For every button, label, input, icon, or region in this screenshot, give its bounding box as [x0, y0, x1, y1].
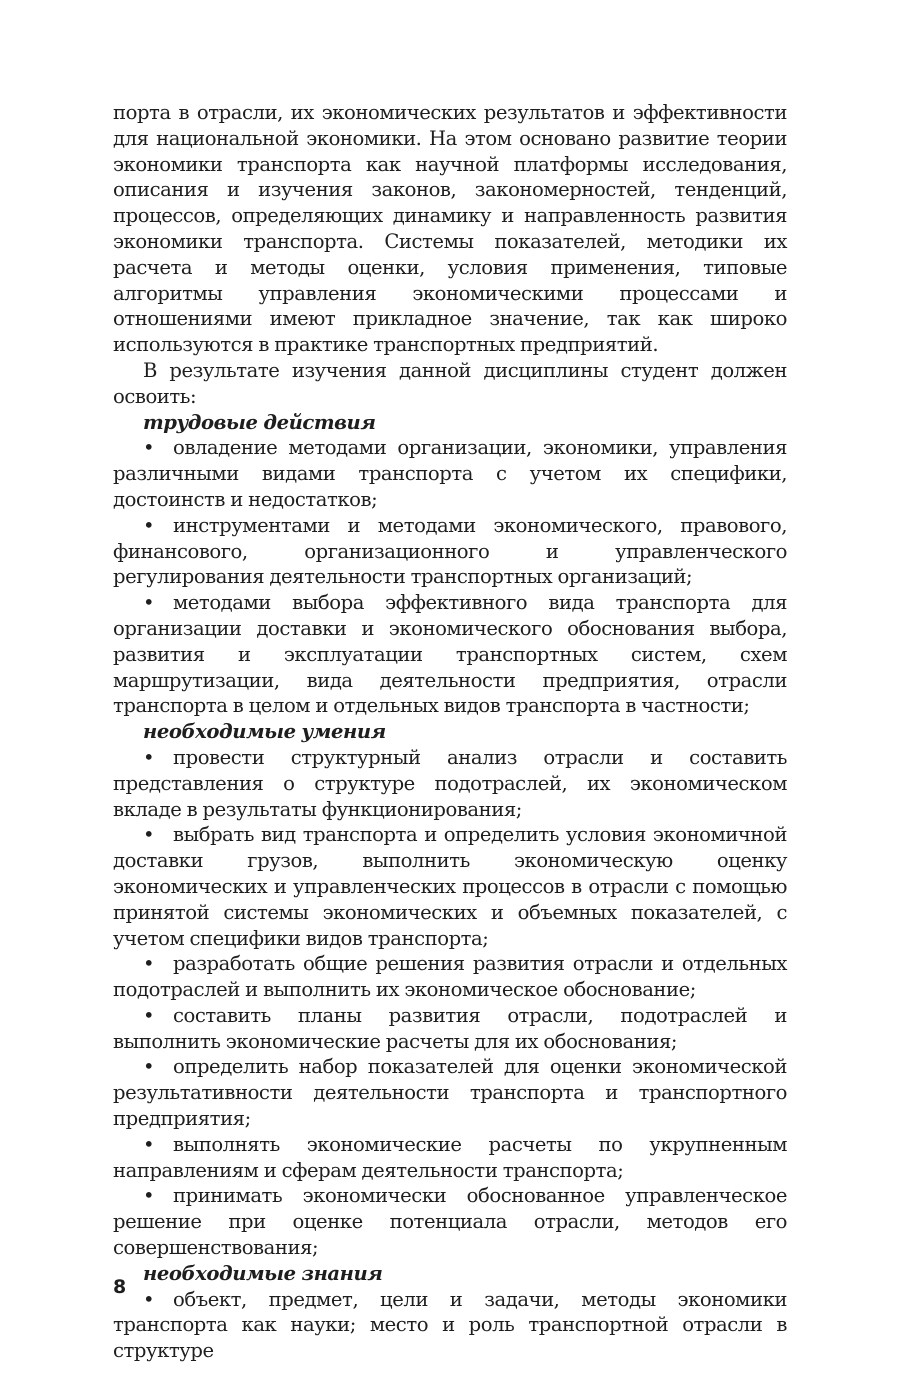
list-item — [113, 951, 787, 1003]
list-item-text: объект, предмет, цели и задачи, методы экономики транспорта как науки; место и роль транспортной отрасли в структуре — [113, 1287, 787, 1363]
list-item — [113, 513, 787, 590]
page-number: 8 — [113, 1276, 127, 1298]
list-item-text: провести структурный анализ отрасли и составить представления о структуре подотраслей, их экономическом вкладе в результаты функционирования; — [113, 745, 787, 821]
bullet-marker: • — [143, 1132, 155, 1156]
section-heading-knowledge: необходимые знания — [143, 1261, 383, 1285]
list-item-text: инструментами и методами экономического, правового, финансового, организационного и управленческого регулирования деятельности транспортных организаций; — [113, 513, 787, 589]
list-item — [113, 1003, 787, 1055]
list-item — [113, 1132, 787, 1184]
bullet-marker: • — [143, 436, 155, 460]
bullet-marker: • — [143, 591, 155, 615]
bullet-marker: • — [143, 952, 155, 976]
list-item — [113, 1287, 787, 1364]
list-item — [113, 745, 787, 822]
list-item — [113, 1054, 787, 1131]
intro-lead-paragraph: В результате изучения данной дисциплины студент должен освоить: — [113, 358, 787, 408]
list-item-text: составить планы развития отрасли, подотраслей и выполнить экономические расчеты для их обоснования; — [113, 1003, 787, 1053]
list-item-text: разработать общие решения развития отрасли и отдельных подотраслей и выполнить их экономическое обоснование; — [113, 952, 787, 1002]
bullet-marker: • — [143, 1003, 155, 1027]
bullet-marker: • — [143, 1055, 155, 1079]
list-item-text: выбрать вид транспорта и определить условия экономичной доставки грузов, выполнить экономическую оценку экономических и управленческих процессов в отрасли с помощью принятой системы экономических и объемных показателей, с учетом специфики видов транспорта; — [113, 823, 787, 950]
list-item-text: методами выбора эффективного вида транспорта для организации доставки и экономического обоснования выбора, развития и эксплуатации транспортных систем, схем маршрутизации, вида деятельности предприятия, отрасли транспорта в целом и отдельных видов транспорта в частности; — [113, 591, 787, 718]
list-item-text: овладение методами организации, экономики, управления различными видами транспорта с учетом их специфики, достоинств и недостатков; — [113, 436, 787, 511]
bullet-marker: • — [143, 745, 155, 769]
page-body — [113, 100, 787, 1364]
list-item — [113, 435, 787, 512]
section-heading-actions: трудовые действия — [143, 410, 376, 434]
list-item-text: принимать экономически обоснованное управленческое решение при оценке потенциала отрасли, методов его совершенствования; — [113, 1184, 787, 1260]
list-item — [113, 1183, 787, 1260]
section-heading-skills: необходимые умения — [143, 720, 386, 744]
list-item — [113, 822, 787, 951]
list-item — [113, 590, 787, 719]
bullet-marker: • — [143, 1184, 155, 1208]
bullet-marker: • — [143, 1287, 155, 1311]
intro-paragraph: порта в отрасли, их экономических результатов и эффективности для национальной экономики. На этом основано развитие теории экономики транспорта как научной платформы исследования, описания и изучения законов, закономерностей, тенденций, процессов, определяющих динамику и направленность развития экономики транспорта. Системы показателей, методики их расчета и методы оценки, условия применения, типовые алгоритмы управления экономическими процессами и отношениями имеют прикладное значение, так как широко используются в практике транспортных предприятий. — [113, 101, 787, 357]
list-item-text: выполнять экономические расчеты по укрупненным направлениям и сферам деятельности транспорта; — [113, 1132, 787, 1182]
list-item-text: определить набор показателей для оценки экономической результативности деятельности транспорта и транспортного предприятия; — [113, 1055, 787, 1131]
bullet-marker: • — [143, 823, 155, 847]
bullet-marker: • — [143, 513, 155, 537]
